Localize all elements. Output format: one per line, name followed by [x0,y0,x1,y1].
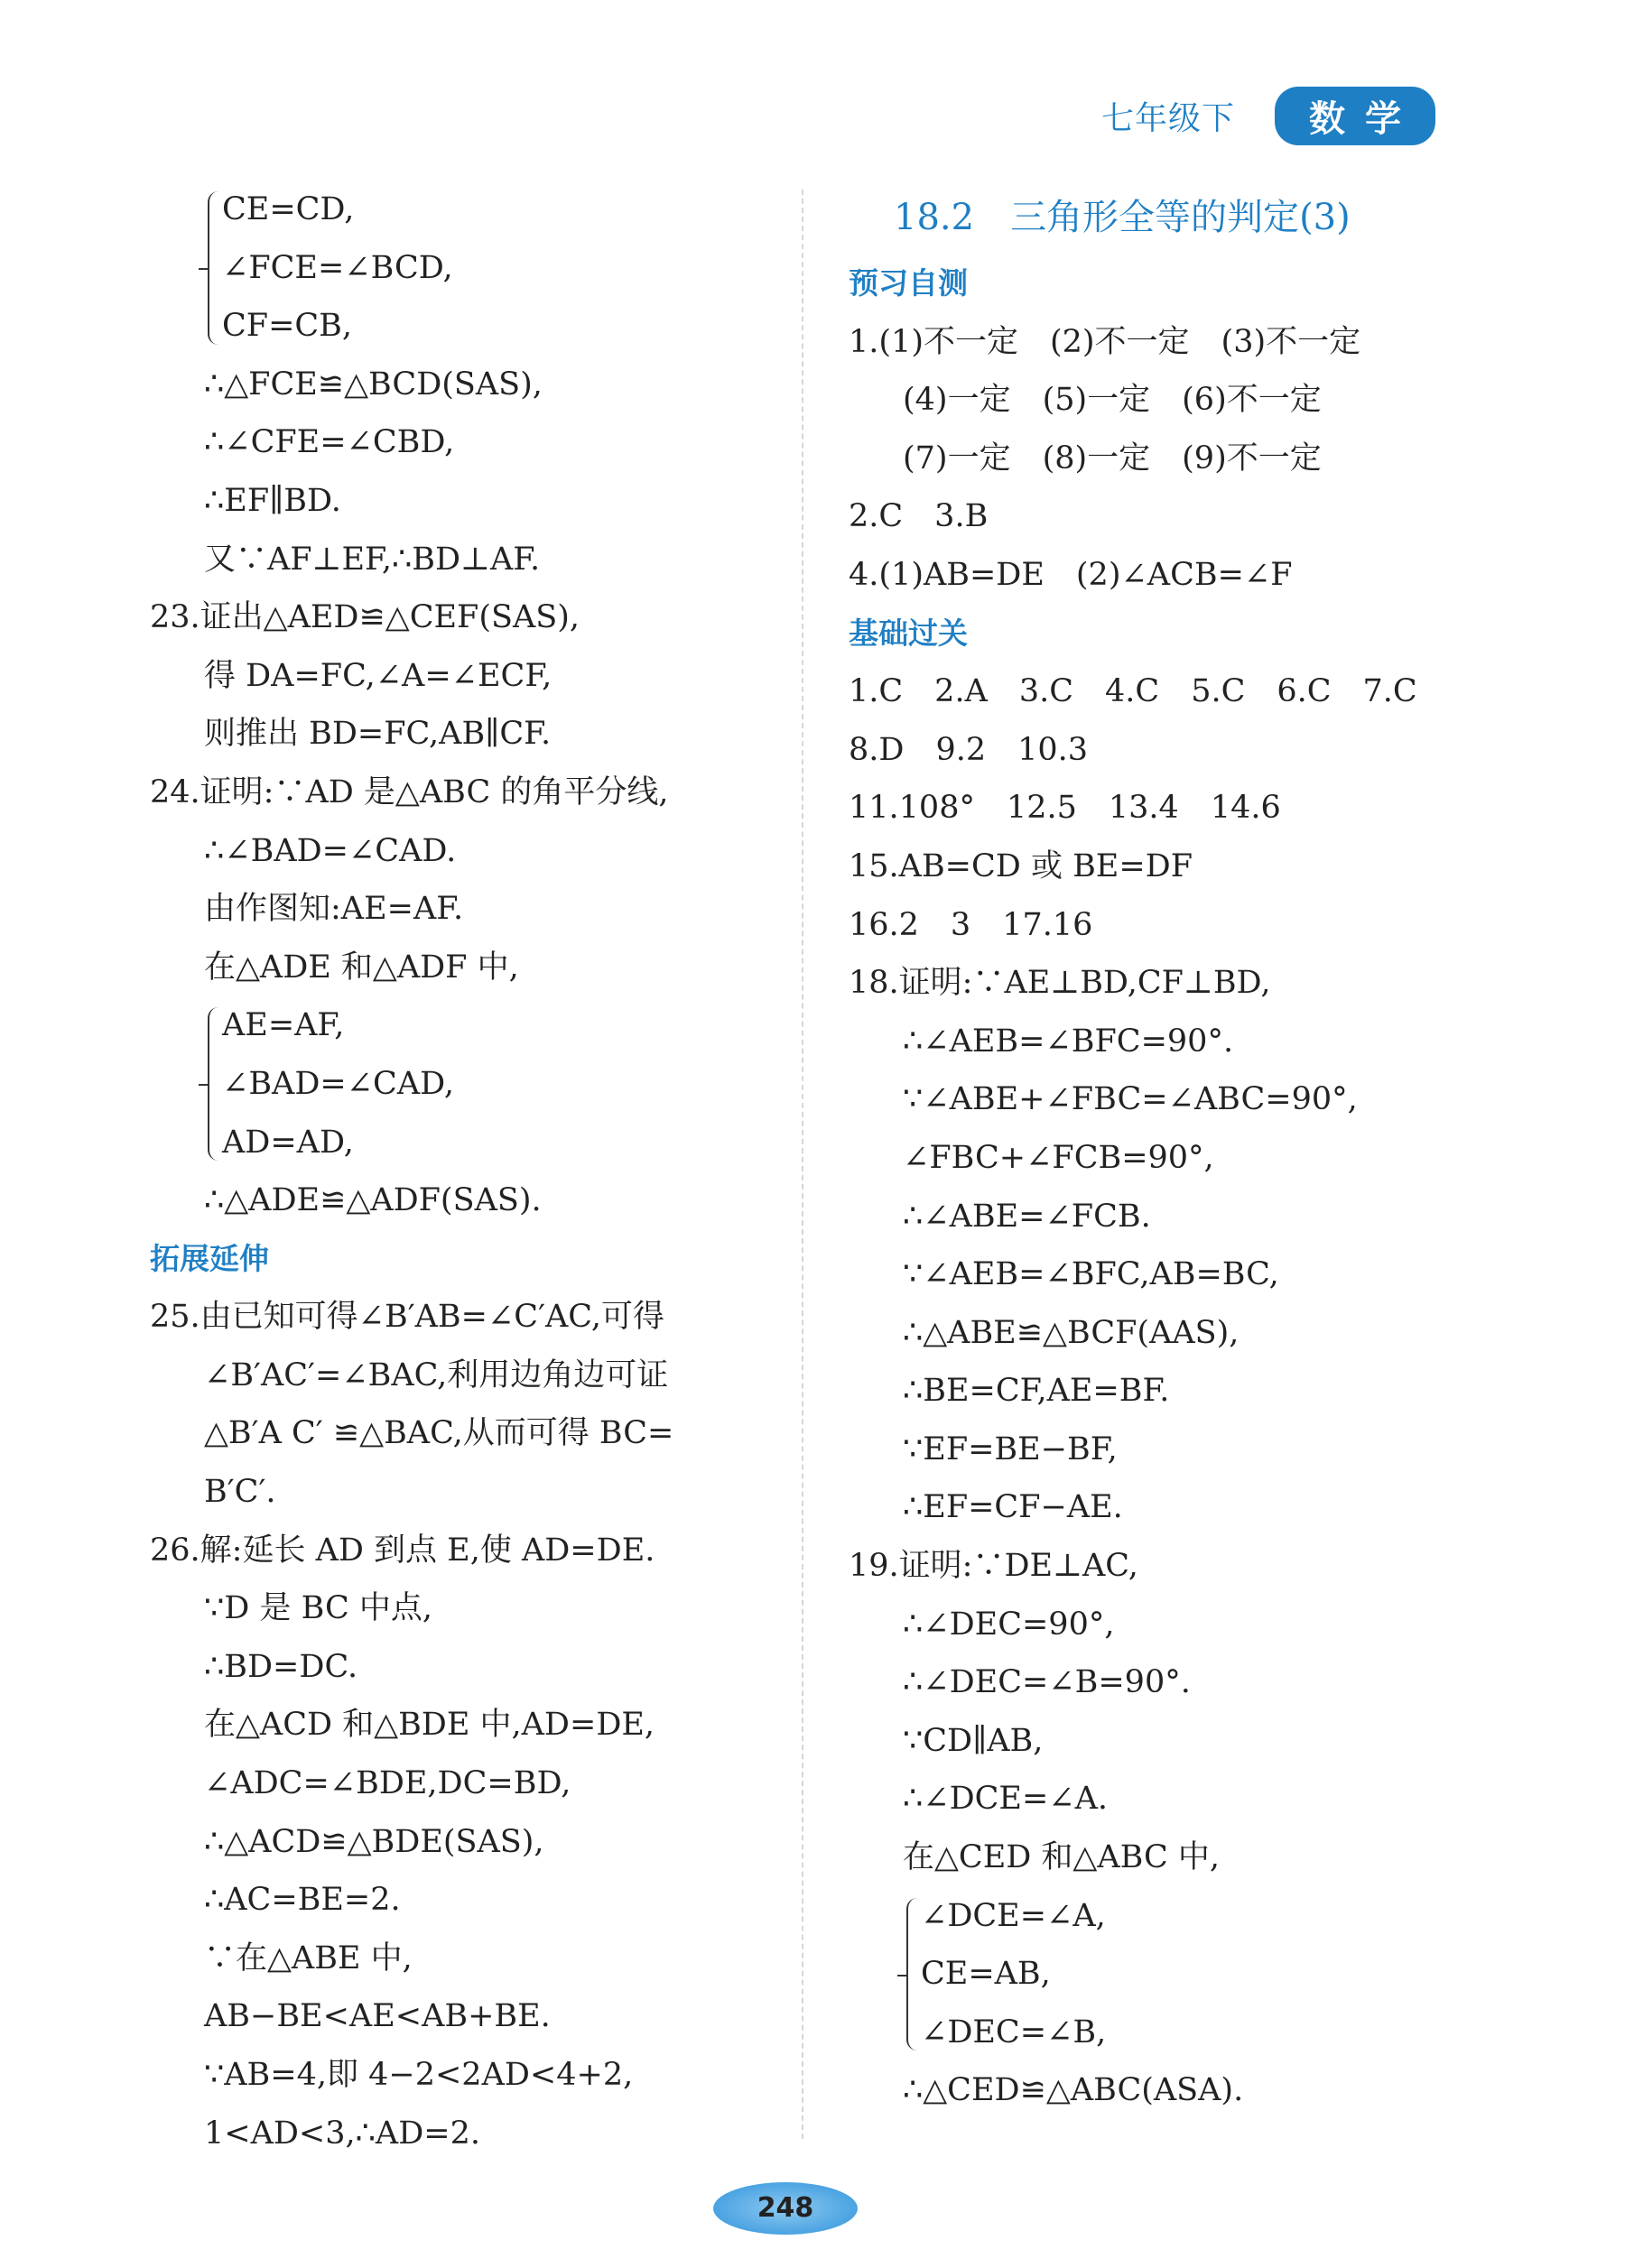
text-line: (4)一定 (5)一定 (6)不一定 [903,382,1322,419]
text-line: 23.证出△AED≌△CEF(SAS), [150,599,580,636]
text-line: 由作图知:AE=AF. [204,891,464,928]
text-line: ∠BAD=∠CAD, [222,1065,455,1102]
text-line: CF=CB, [222,308,353,345]
text-line: ∠DCE=∠A, [921,1897,1106,1934]
left-column [150,181,773,2162]
text-line: ∴EF=CF−AE. [903,1489,1123,1526]
text-line: 24.证明:∵AD 是△ABC 的角平分线, [150,773,669,810]
text-line: ∴BE=CF,AE=BF. [903,1373,1170,1410]
text-line: △B′A C′ ≌△BAC,从而可得 BC= [204,1415,674,1452]
text-line: 15.AB=CD 或 BE=DF [849,847,1193,884]
text-line: 16.2 3 17.16 [849,906,1093,943]
brace-group [903,1887,1462,2062]
text-line: B′C′. [204,1474,276,1511]
text-line: 1<AD<3,∴AD=2. [204,2115,480,2152]
text-line: ∴△ACD≌△BDE(SAS), [204,1823,544,1860]
text-line: ∠FBC+∠FCB=90°, [903,1139,1214,1176]
text-line: 8.D 9.2 10.3 [849,731,1089,768]
text-line: 则推出 BD=FC,AB∥CF. [204,716,552,753]
text-line: 4.(1)AB=DE (2)∠ACB=∠F [849,556,1293,593]
text-line: ∴△ABE≌△BCF(AAS), [903,1314,1240,1351]
text-line: ∵EF=BE−BF, [903,1430,1118,1467]
text-line: 得 DA=FC,∠A=∠ECF, [204,657,552,694]
text-line: AE=AF, [222,1007,345,1044]
text-line: ∴∠CFE=∠CBD, [204,424,455,461]
text-line: ∴△CED≌△ABC(ASA). [903,2072,1244,2109]
text-line: 19.证明:∵DE⊥AC, [849,1548,1138,1585]
text-line: CE=AB, [921,1956,1051,1993]
brace-group [204,181,773,356]
text-line: ∴△ADE≌△ADF(SAS). [204,1182,542,1219]
text-line: 2.C 3.B [849,498,989,535]
chapter-number: 18.2 [894,197,975,238]
text-line: ∠ADC=∠BDE,DC=BD, [204,1765,571,1802]
text-line: ∴∠DEC=90°, [903,1606,1115,1643]
text-line: ∴∠AEB=∠BFC=90°. [903,1023,1234,1060]
brace-group [204,996,773,1171]
text-line: ∠DEC=∠B, [921,2013,1107,2050]
text-line: 在△CED 和△ABC 中, [903,1839,1221,1876]
page-header [1101,87,1435,145]
text-line: ∵∠AEB=∠BFC,AB=BC, [903,1256,1279,1293]
text-line: ∠FCE=∠BCD, [222,249,453,286]
text-line: ∵∠ABE+∠FBC=∠ABC=90°, [903,1081,1358,1118]
text-line: ∴∠BAD=∠CAD. [204,832,457,869]
text-line: ∴△FCE≌△BCD(SAS), [204,366,543,403]
text-line: ∵CD∥AB, [903,1722,1044,1759]
text-line: ∠B′AC′=∠BAC,利用边角边可证 [204,1356,669,1393]
text-line: 又∵AF⊥EF,∴BD⊥AF. [204,541,541,578]
right-column [849,181,1462,2120]
chapter-suffix: (3) [1299,197,1351,238]
text-line: CE=CD, [222,191,355,227]
text-line: ∵D 是 BC 中点, [204,1590,432,1627]
text-line: 在△ADE 和△ADF 中, [204,949,519,986]
chapter-title [849,181,1462,255]
chapter-name: 三角形全等的判定 [1010,197,1300,238]
subject-badge: 数学 [1275,87,1435,145]
text-line: 1.(1)不一定 (2)不一定 (3)不一定 [849,323,1361,360]
page-number: 248 [713,2182,858,2235]
text-line: 在△ACD 和△BDE 中,AD=DE, [204,1707,655,1744]
text-line: ∴∠ABE=∠FCB. [903,1198,1151,1235]
section-heading: 基础过关 [849,615,968,651]
text-line: AD=AD, [222,1124,354,1161]
text-line: ∴∠DCE=∠A. [903,1781,1109,1818]
text-line: 25.由已知可得∠B′AB=∠C′AC,可得 [150,1299,664,1336]
text-line: 1.C 2.A 3.C 4.C 5.C 6.C 7.C [849,673,1417,710]
text-line: 18.证明:∵AE⊥BD,CF⊥BD, [849,965,1271,1002]
text-line: 26.解:延长 AD 到点 E,使 AD=DE. [150,1532,655,1569]
section-heading: 拓展延伸 [150,1240,269,1276]
text-line: ∵在△ABE 中, [204,1939,413,1976]
text-line: 11.108° 12.5 13.4 14.6 [849,790,1281,827]
text-line: ∵AB=4,即 4−2<2AD<4+2, [204,2057,634,2093]
text-line: ∴BD=DC. [204,1648,358,1685]
text-line: ∴∠DEC=∠B=90°. [903,1664,1191,1701]
column-divider [802,190,803,2139]
text-line: ∴EF∥BD. [204,482,341,519]
text-line: AB−BE<AE<AB+BE. [204,1998,551,2035]
text-line: (7)一定 (8)一定 (9)不一定 [903,440,1322,477]
grade-label: 七年级下 [1100,100,1235,137]
text-line: ∴AC=BE=2. [204,1882,401,1919]
section-heading: 预习自测 [849,265,968,301]
